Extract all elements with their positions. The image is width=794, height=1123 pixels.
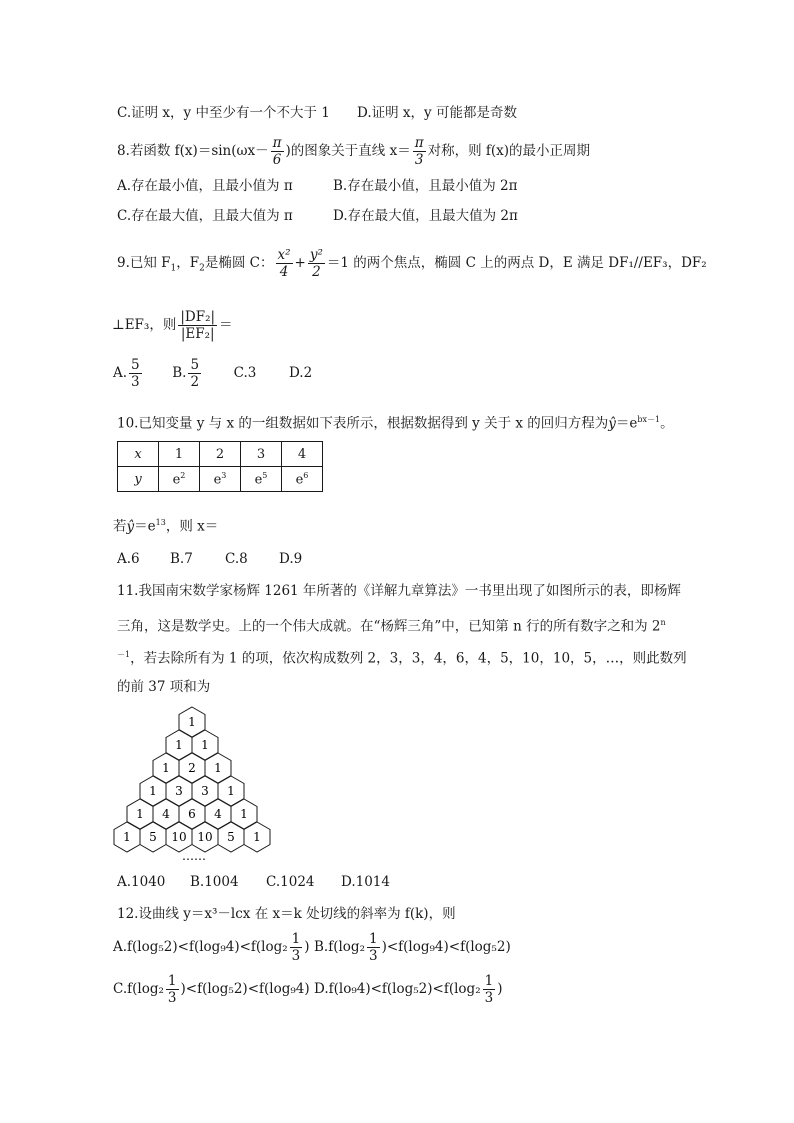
cell-exp: 5 <box>262 470 268 480</box>
q9-ellipse-frac-y <box>308 247 325 280</box>
q12-option-d <box>314 972 503 1006</box>
q9-option-b-frac <box>188 357 201 390</box>
cell-base: e <box>254 472 263 488</box>
q9-ratio-den: |EF₂| <box>180 326 215 342</box>
triangle-cell-value: 6 <box>188 807 196 821</box>
table-header-cell: x <box>118 442 159 467</box>
q10-data-table <box>117 441 323 492</box>
q8-stem-pre: 8.若函数 f(x)＝sin(ωx－ <box>117 143 269 159</box>
q9-options <box>113 356 312 390</box>
y-hat-symbol: ŷ <box>126 518 135 535</box>
triangle-cell-value: 10 <box>197 830 213 844</box>
q7-option-c: C.证明 x，y 中至少有一个不大于 1 <box>117 105 330 121</box>
q12-frac-den: 3 <box>368 948 378 964</box>
q9-option-d: D.2 <box>288 365 313 381</box>
table-header-cell: 4 <box>282 442 323 467</box>
q10-stem <box>117 411 674 433</box>
q11-option-b: B.1004 <box>190 874 239 890</box>
q10-period: 。 <box>660 415 674 432</box>
q8-frac2-den: 3 <box>414 152 424 168</box>
triangle-cell-value: 1 <box>149 784 157 798</box>
q8-frac-pi-6 <box>271 135 284 168</box>
q12-option-a <box>113 930 310 964</box>
q9-option-a-frac <box>129 357 142 390</box>
table-row <box>118 442 323 467</box>
q9-ell-den2: 2 <box>312 264 321 280</box>
q12-frac-den: 3 <box>484 990 494 1006</box>
q8-stem-mid: )的图象关于直线 x＝ <box>285 143 411 159</box>
triangle-cell-value: 3 <box>201 784 209 798</box>
triangle-cell-value: 1 <box>175 738 183 752</box>
q8-option-d: D.存在最大值，且最大值为 2π <box>333 208 518 224</box>
q9-ratio-frac <box>178 309 217 342</box>
triangle-cell-value: 5 <box>149 830 157 844</box>
q12-option-c-post: )<f(log₅2)<f(log₉4) <box>180 981 310 997</box>
q12-option-b-post: )<f(log₉4)<f(log₅2) <box>381 939 511 955</box>
triangle-cell-value: 4 <box>162 807 170 821</box>
q8-option-c: C.存在最大值，且最大值为 π <box>117 208 293 224</box>
q10-stem-text: 10.已知变量 y 与 x 的一组数据如下表所示，根据数据得到 y 关于 x 的回归方程为 <box>117 415 609 432</box>
triangle-ellipsis: …… <box>182 849 206 863</box>
q11-line3-text: ，若去除所有为 1 的项，依次构成数列 2，3，3，4，6，4，5，10，10，5，…，则此数列 <box>130 650 687 667</box>
q9-option-b-label: B. <box>172 365 187 381</box>
triangle-cell-value: 1 <box>188 715 196 729</box>
triangle-cell-value: 1 <box>240 807 248 821</box>
q12-frac <box>166 973 179 1006</box>
q12-option-c-pre: C.f(log₂ <box>113 981 164 997</box>
q9-line2 <box>112 305 233 345</box>
q12-frac <box>367 931 380 964</box>
table-cell <box>282 467 323 492</box>
q11-option-a: A.1040 <box>117 874 166 890</box>
triangle-cell-value: 1 <box>227 784 235 798</box>
table-cell <box>200 467 241 492</box>
triangle-cell-value: 1 <box>136 807 144 821</box>
q10-option-b: B.7 <box>170 551 193 567</box>
table-cell <box>159 467 200 492</box>
q12-frac-den: 3 <box>167 990 177 1006</box>
cell-base: e <box>172 472 181 488</box>
q9-stem-pre: 9.已知 F <box>117 255 171 271</box>
q8-frac1-num: π <box>272 135 282 151</box>
table-header-cell: 3 <box>241 442 282 467</box>
triangle-cell-value: 1 <box>253 830 261 844</box>
triangle-cell-value: 1 <box>201 738 209 752</box>
cell-exp: 3 <box>221 470 227 480</box>
q9-option-c: C.3 <box>233 365 257 381</box>
q10-eq-exp: bx－1 <box>637 415 661 424</box>
triangle-cell-value: 3 <box>175 784 183 798</box>
table-header-cell: 2 <box>200 442 241 467</box>
q12-option-d-pre: D.f(lo₉4)<f(log₅2)<f(log₂ <box>314 981 481 997</box>
q8-option-a: A.存在最小值，且最小值为 π <box>117 178 293 194</box>
q10-option-d: D.9 <box>279 551 303 567</box>
q9-option-a-den: 3 <box>131 374 140 390</box>
q9-ell-den1: 4 <box>279 264 289 280</box>
q8-frac2-num: π <box>414 135 424 151</box>
q8-frac-pi-3 <box>413 135 426 168</box>
table-row <box>118 467 323 492</box>
q12-frac-num: 1 <box>291 931 301 947</box>
q12-frac-den: 3 <box>291 948 301 964</box>
triangle-cell-value: 10 <box>171 830 187 844</box>
cell-base: e <box>213 472 222 488</box>
q12-frac <box>290 931 303 964</box>
q12-option-c <box>113 972 310 1006</box>
cell-exp: 2 <box>180 470 186 480</box>
q12-option-b-pre: B.f(log₂ <box>314 939 365 955</box>
q11-line2-pre: 三角，这是数学史。上的一个伟大成就。在“杨辉三角”中，已知第 n 行的所有数字之和为 2 <box>117 618 661 635</box>
q12-frac-num: 1 <box>167 973 177 989</box>
triangle-cell-value: 1 <box>214 761 222 775</box>
q10-eq-tail: ＝e <box>615 415 638 432</box>
q10-condition <box>113 514 218 536</box>
q12-option-b <box>314 930 511 964</box>
q11-line1: 11.我国南宋数学家杨辉 1261 年所著的《详解九章算法》一书里出现了如图所示的表，即杨辉 <box>117 583 681 599</box>
table-cell: y <box>118 467 159 492</box>
q11-line2-sup: n <box>660 618 666 627</box>
q9-ellipse-frac-x <box>276 247 293 280</box>
q12-frac-num: 1 <box>484 973 494 989</box>
q11-option-c: C.1024 <box>266 874 315 890</box>
q9-ell-num1: x² <box>277 247 291 263</box>
q9-stem-b: 是椭圆 C： <box>204 255 274 271</box>
q7-option-d: D.证明 x，y 可能都是奇数 <box>357 105 517 121</box>
q9-option-a-num: 5 <box>131 357 140 373</box>
q12-frac-num: 1 <box>368 931 378 947</box>
q10-option-a: A.6 <box>117 551 140 567</box>
table-header-cell: 1 <box>159 442 200 467</box>
q12-option-a-post: ) <box>304 939 310 955</box>
q9-option-b-den: 2 <box>190 374 200 390</box>
q11-line3-pre: －1 <box>117 650 131 659</box>
q12-stem: 12.设曲线 y＝x³－lcx 在 x＝k 处切线的斜率为 f(k)，则 <box>117 906 456 922</box>
q9-ratio-num: |DF₂| <box>180 309 216 325</box>
q10-option-c: C.8 <box>225 551 248 567</box>
y-hat-symbol: ŷ <box>608 415 616 432</box>
q8-option-b: B.存在最小值，且最小值为 2π <box>333 178 518 194</box>
yanghui-triangle-figure <box>112 705 282 865</box>
q9-eq: ＝ <box>219 317 233 333</box>
q9-stem-a: ，F <box>176 255 200 271</box>
q12-option-d-post: ) <box>497 981 503 997</box>
q11-option-d: D.1014 <box>341 874 390 890</box>
q9-stem-c: ＝1 的两个焦点，椭圆 C 上的两点 D，E 满足 DF₁//EF₃，DF₂ <box>326 255 707 271</box>
table-cell <box>241 467 282 492</box>
q11-line2 <box>117 614 666 636</box>
triangle-cell-value: 1 <box>162 761 170 775</box>
q10-cond-mid: ＝e <box>134 518 156 535</box>
q8-stem <box>117 134 590 168</box>
triangle-cell-value: 2 <box>188 761 196 775</box>
q10-cond-exp: 13 <box>155 518 166 527</box>
q9-stem: 9.已知 $F_1$，$F_2$是椭圆 C： $\frac{\text{x²}}{4}$ + $\frac{\text{y²}}{2}$ ＝1 的两个焦点，椭圆 C 上的两点 D，E 满足 DF₁//EF₃，DF₂ <box>117 247 707 280</box>
q8-frac1-den: 6 <box>272 152 282 168</box>
triangle-cell-value: 5 <box>227 830 235 844</box>
q10-cond-post: ，则 x＝ <box>165 518 219 535</box>
q11-line3 <box>117 646 687 668</box>
q9-ell-num2: y² <box>309 247 323 263</box>
triangle-cell-value: 1 <box>123 830 131 844</box>
q9-option-b-num: 5 <box>190 357 200 373</box>
q11-line4: 的前 37 项和为 <box>117 679 211 695</box>
q9-plus: + <box>294 255 306 271</box>
triangle-cell-value: 4 <box>214 807 222 821</box>
cell-exp: 6 <box>303 470 309 480</box>
q8-stem-post: 对称，则 f(x)的最小正周期 <box>427 143 591 159</box>
q9-option-a-label: A. <box>113 365 128 381</box>
q9-line2-pre: ⊥EF₃，则 <box>112 317 177 333</box>
q12-frac <box>483 973 496 1006</box>
cell-base: e <box>295 472 304 488</box>
q12-option-a-pre: A.f(log₅2)<f(log₉4)<f(log₂ <box>113 939 288 955</box>
q10-cond-pre: 若 <box>113 518 127 535</box>
